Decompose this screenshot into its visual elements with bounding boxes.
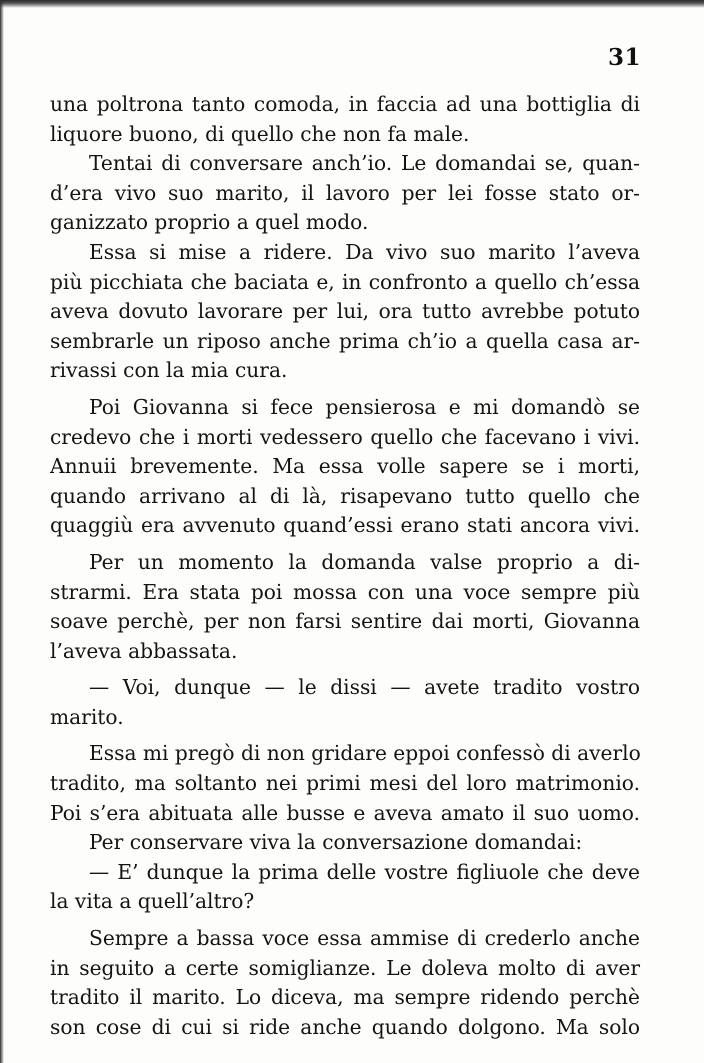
page-left-shadow (0, 0, 4, 1063)
text-line: Per conservare viva la conversazione domandai: (89, 830, 583, 855)
text-line: quando arrivano al di là, risapevano tutto quello che (50, 483, 640, 508)
text-line: — Voi, dunque — le dissi — avete tradito vostro (89, 675, 640, 700)
text-line: la vita a quell’altro? (50, 889, 255, 914)
text-line: aveva dovuto lavorare per lui, ora tutto avrebbe potuto (50, 299, 640, 324)
page-number: 31 (607, 44, 641, 71)
text-line: in seguito a certe somiglianze. Le doleva molto di aver (50, 955, 640, 980)
text-line: Essa si mise a ridere. Da vivo suo marito l’aveva (89, 239, 640, 264)
text-line: son cose di cui si ride anche quando dolgono. Ma solo (50, 1014, 640, 1039)
text-line: Per un momento la domanda valse proprio a di- (89, 549, 640, 574)
text-line: rivassi con la mia cura. (50, 358, 288, 383)
text-line: sembrarle un riposo anche prima ch’io a quella casa ar- (50, 328, 640, 353)
text-line: l’aveva abbassata. (50, 638, 238, 663)
text-line: più picchiata che baciata e, in confronto a quello ch’essa (50, 269, 640, 294)
text-line: liquore buono, di quello che non fa male. (50, 121, 470, 146)
text-line: credevo che i morti vedessero quello che facevano i vivi. (50, 424, 640, 449)
text-line: Poi s’era abituata alle busse e aveva amato il suo uomo. (50, 800, 640, 825)
text-line: — E’ dunque la prima delle vostre figliuole che deve (89, 859, 640, 884)
text-line: tradito il marito. Lo diceva, ma sempre ridendo perchè (50, 985, 640, 1010)
text-line: Annuii brevemente. Ma essa volle sapere se i morti, (50, 454, 640, 479)
text-line: strarmi. Era stata poi mossa con una voce sempre più (50, 579, 640, 604)
text-line: Poi Giovanna si fece pensierosa e mi domandò se (89, 394, 640, 419)
text-line: soave perchè, per non farsi sentire dai morti, Giovanna (50, 609, 640, 634)
text-line: Essa mi pregò di non gridare eppoi confessò di averlo (89, 741, 641, 766)
text-line: ganizzato proprio a quel modo. (50, 210, 369, 235)
text-line: marito. (50, 704, 124, 729)
text-line: una poltrona tanto comoda, in faccia ad una bottiglia di (50, 92, 640, 116)
text-line: tradito, ma soltanto nei primi mesi del loro matrimonio. (50, 771, 640, 796)
text-line: Tentai di conversare anch’io. Le domandai se, quan- (89, 151, 640, 176)
text-line: quaggiù era avvenuto quand’essi erano stati ancora vivi. (50, 513, 640, 538)
page-top-shadow (0, 0, 704, 8)
body-text (50, 90, 640, 1042)
text-line: Sempre a bassa voce essa ammise di crederlo anche (89, 926, 640, 951)
text-line: d’era vivo suo marito, il lavoro per lei fosse stato or- (50, 180, 640, 205)
